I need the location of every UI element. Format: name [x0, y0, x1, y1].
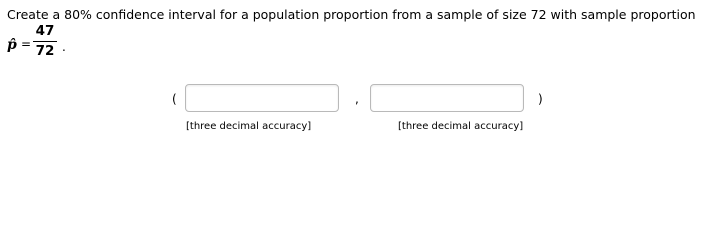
lower-bound-hint: [three decimal accuracy] — [186, 121, 312, 132]
proportion-fraction — [33, 24, 57, 59]
equals-sign: = — [21, 37, 32, 51]
interval-comma: , — [355, 92, 359, 106]
close-parenthesis: ) — [538, 92, 543, 106]
lower-bound-input[interactable] — [185, 84, 339, 112]
upper-bound-hint: [three decimal accuracy] — [398, 121, 524, 132]
fraction-numerator: 47 — [35, 23, 55, 39]
open-parenthesis: ( — [172, 92, 177, 106]
sentence-period: . — [62, 40, 66, 54]
p-hat-symbol: p̂ — [7, 37, 17, 53]
fraction-denominator: 72 — [35, 43, 55, 59]
question-text: Create a 80% confidence interval for a population proportion from a sample of size 72 with sample proportion — [7, 7, 696, 22]
upper-bound-input[interactable] — [370, 84, 524, 112]
fraction-bar — [33, 41, 57, 42]
